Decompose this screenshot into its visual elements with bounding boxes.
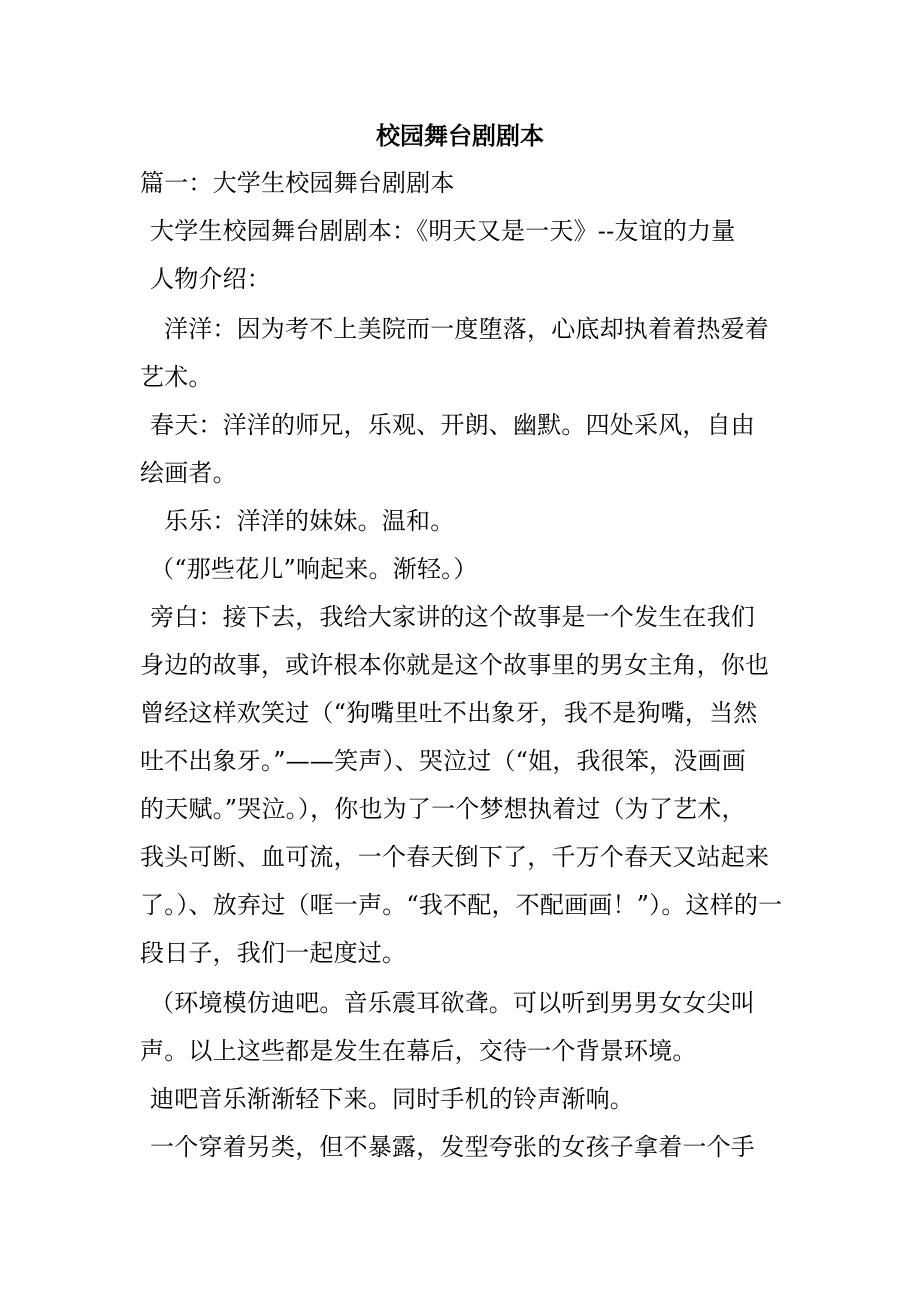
text-line: 段日子，我们一起度过。 <box>140 939 407 967</box>
text-line: 篇一：大学生校园舞台剧剧本 <box>140 169 455 197</box>
text-line: 春天：洋洋的师兄，乐观、开朗、幽默。四处采风，自由 <box>150 411 755 439</box>
text-line: 迪吧音乐渐渐轻下来。同时手机的铃声渐响。 <box>150 1085 634 1113</box>
text-line: 洋洋：因为考不上美院而一度堕落，心底却执着着热爱着 <box>164 315 769 343</box>
text-line: 吐不出象牙。”——笑声）、哭泣过（“姐，我很笨，没画画 <box>140 747 746 775</box>
text-line: 旁白：接下去，我给大家讲的这个故事是一个发生在我们 <box>150 603 755 631</box>
text-line: 大学生校园舞台剧剧本：《明天又是一天》--友谊的力量 <box>150 217 736 245</box>
text-line: 艺术。 <box>140 363 213 391</box>
text-line: 身边的故事，或许根本你就是这个故事里的男女主角，你也 <box>140 651 770 679</box>
text-line: 一个穿着另类，但不暴露，发型夸张的女孩子拿着一个手 <box>150 1133 755 1161</box>
text-line: 曾经这样欢笑过（“狗嘴里吐不出象牙，我不是狗嘴，当然 <box>140 699 758 727</box>
document-title: 校园舞台剧剧本 <box>376 122 544 150</box>
text-line: 了。）、放弃过（哐一声。“我不配，不配画画！”）。这样的一 <box>140 891 783 919</box>
text-line: 的天赋。”哭泣。），你也为了一个梦想执着过（为了艺术， <box>140 795 746 823</box>
text-line: 人物介绍： <box>150 265 271 293</box>
text-line: 声。以上这些都是发生在幕后，交待一个背景环境。 <box>140 1037 697 1065</box>
text-line: （“那些花儿”响起来。渐轻。） <box>150 555 478 583</box>
text-line: 绘画者。 <box>140 459 237 487</box>
text-line: 乐乐：洋洋的妹妹。温和。 <box>164 507 455 535</box>
text-line: 我头可断、血可流，一个春天倒下了，千万个春天又站起来 <box>140 843 770 871</box>
text-line: （环境模仿迪吧。音乐震耳欲聋。可以听到男男女女尖叫 <box>150 989 755 1017</box>
